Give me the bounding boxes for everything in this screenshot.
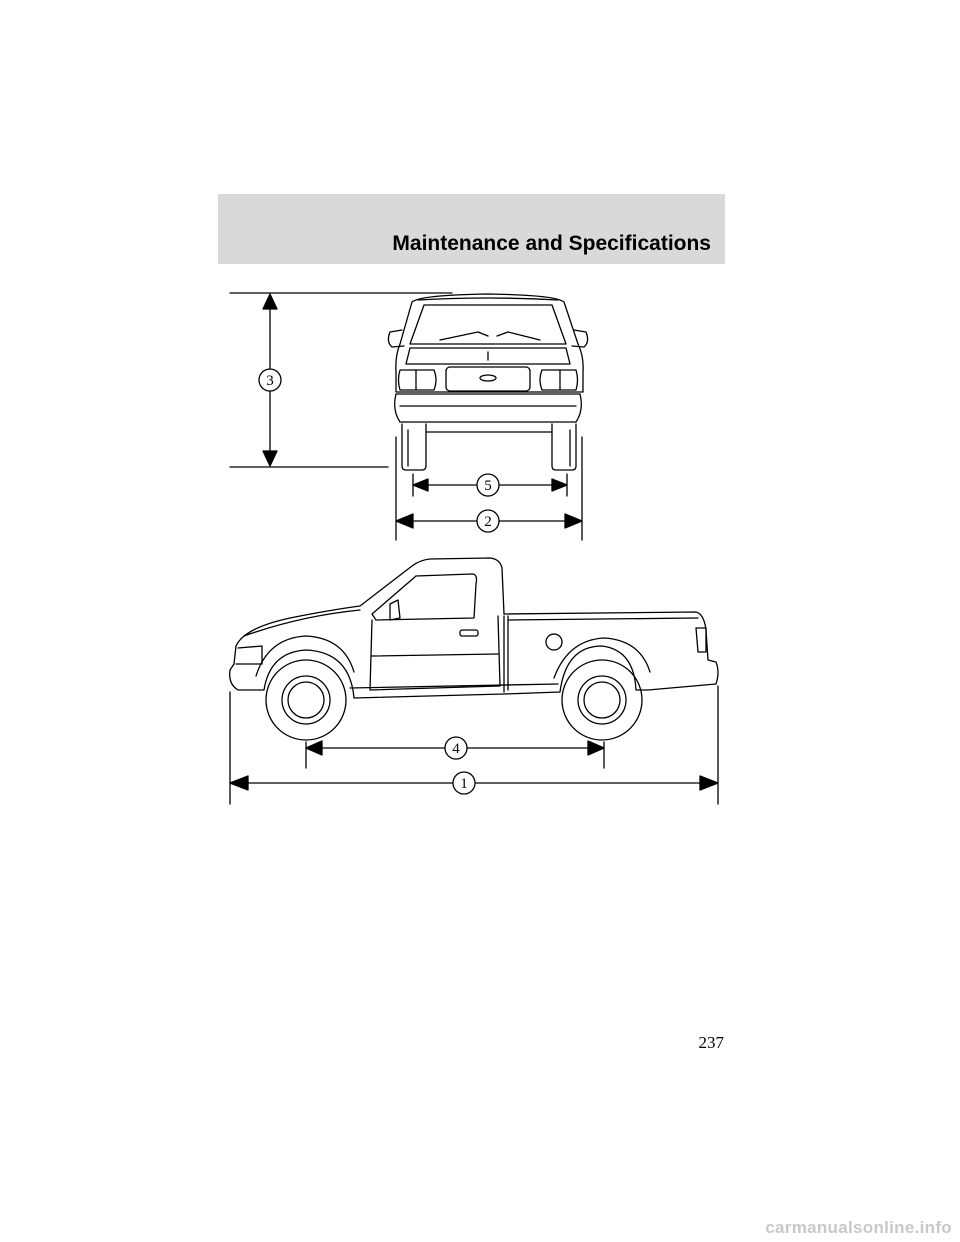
callout-label-track: 5: [484, 478, 492, 494]
callout-label-wheelbase: 4: [452, 741, 460, 757]
section-title: Maintenance and Specifications: [392, 232, 711, 255]
rear-view-truck-illustration: [388, 294, 587, 470]
callout-label-height: 3: [266, 373, 274, 389]
watermark: carmanualsonline.info: [765, 1218, 952, 1237]
page-number: 237: [698, 1033, 724, 1052]
length-arrow-right: [700, 776, 718, 790]
callout-label-width: 2: [484, 514, 492, 530]
width-arrow-right: [565, 514, 582, 528]
callout-label-length: 1: [460, 776, 468, 792]
track-arrow-left: [413, 479, 428, 491]
side-view-truck-illustration: [230, 558, 718, 740]
length-arrow-left: [230, 776, 248, 790]
width-arrow-left: [396, 514, 413, 528]
wheelbase-arrow-left: [306, 741, 322, 755]
height-arrow-bottom: [263, 451, 277, 466]
wheelbase-arrow-right: [588, 741, 604, 755]
track-arrow-right: [552, 479, 567, 491]
height-arrow-top: [263, 294, 277, 309]
